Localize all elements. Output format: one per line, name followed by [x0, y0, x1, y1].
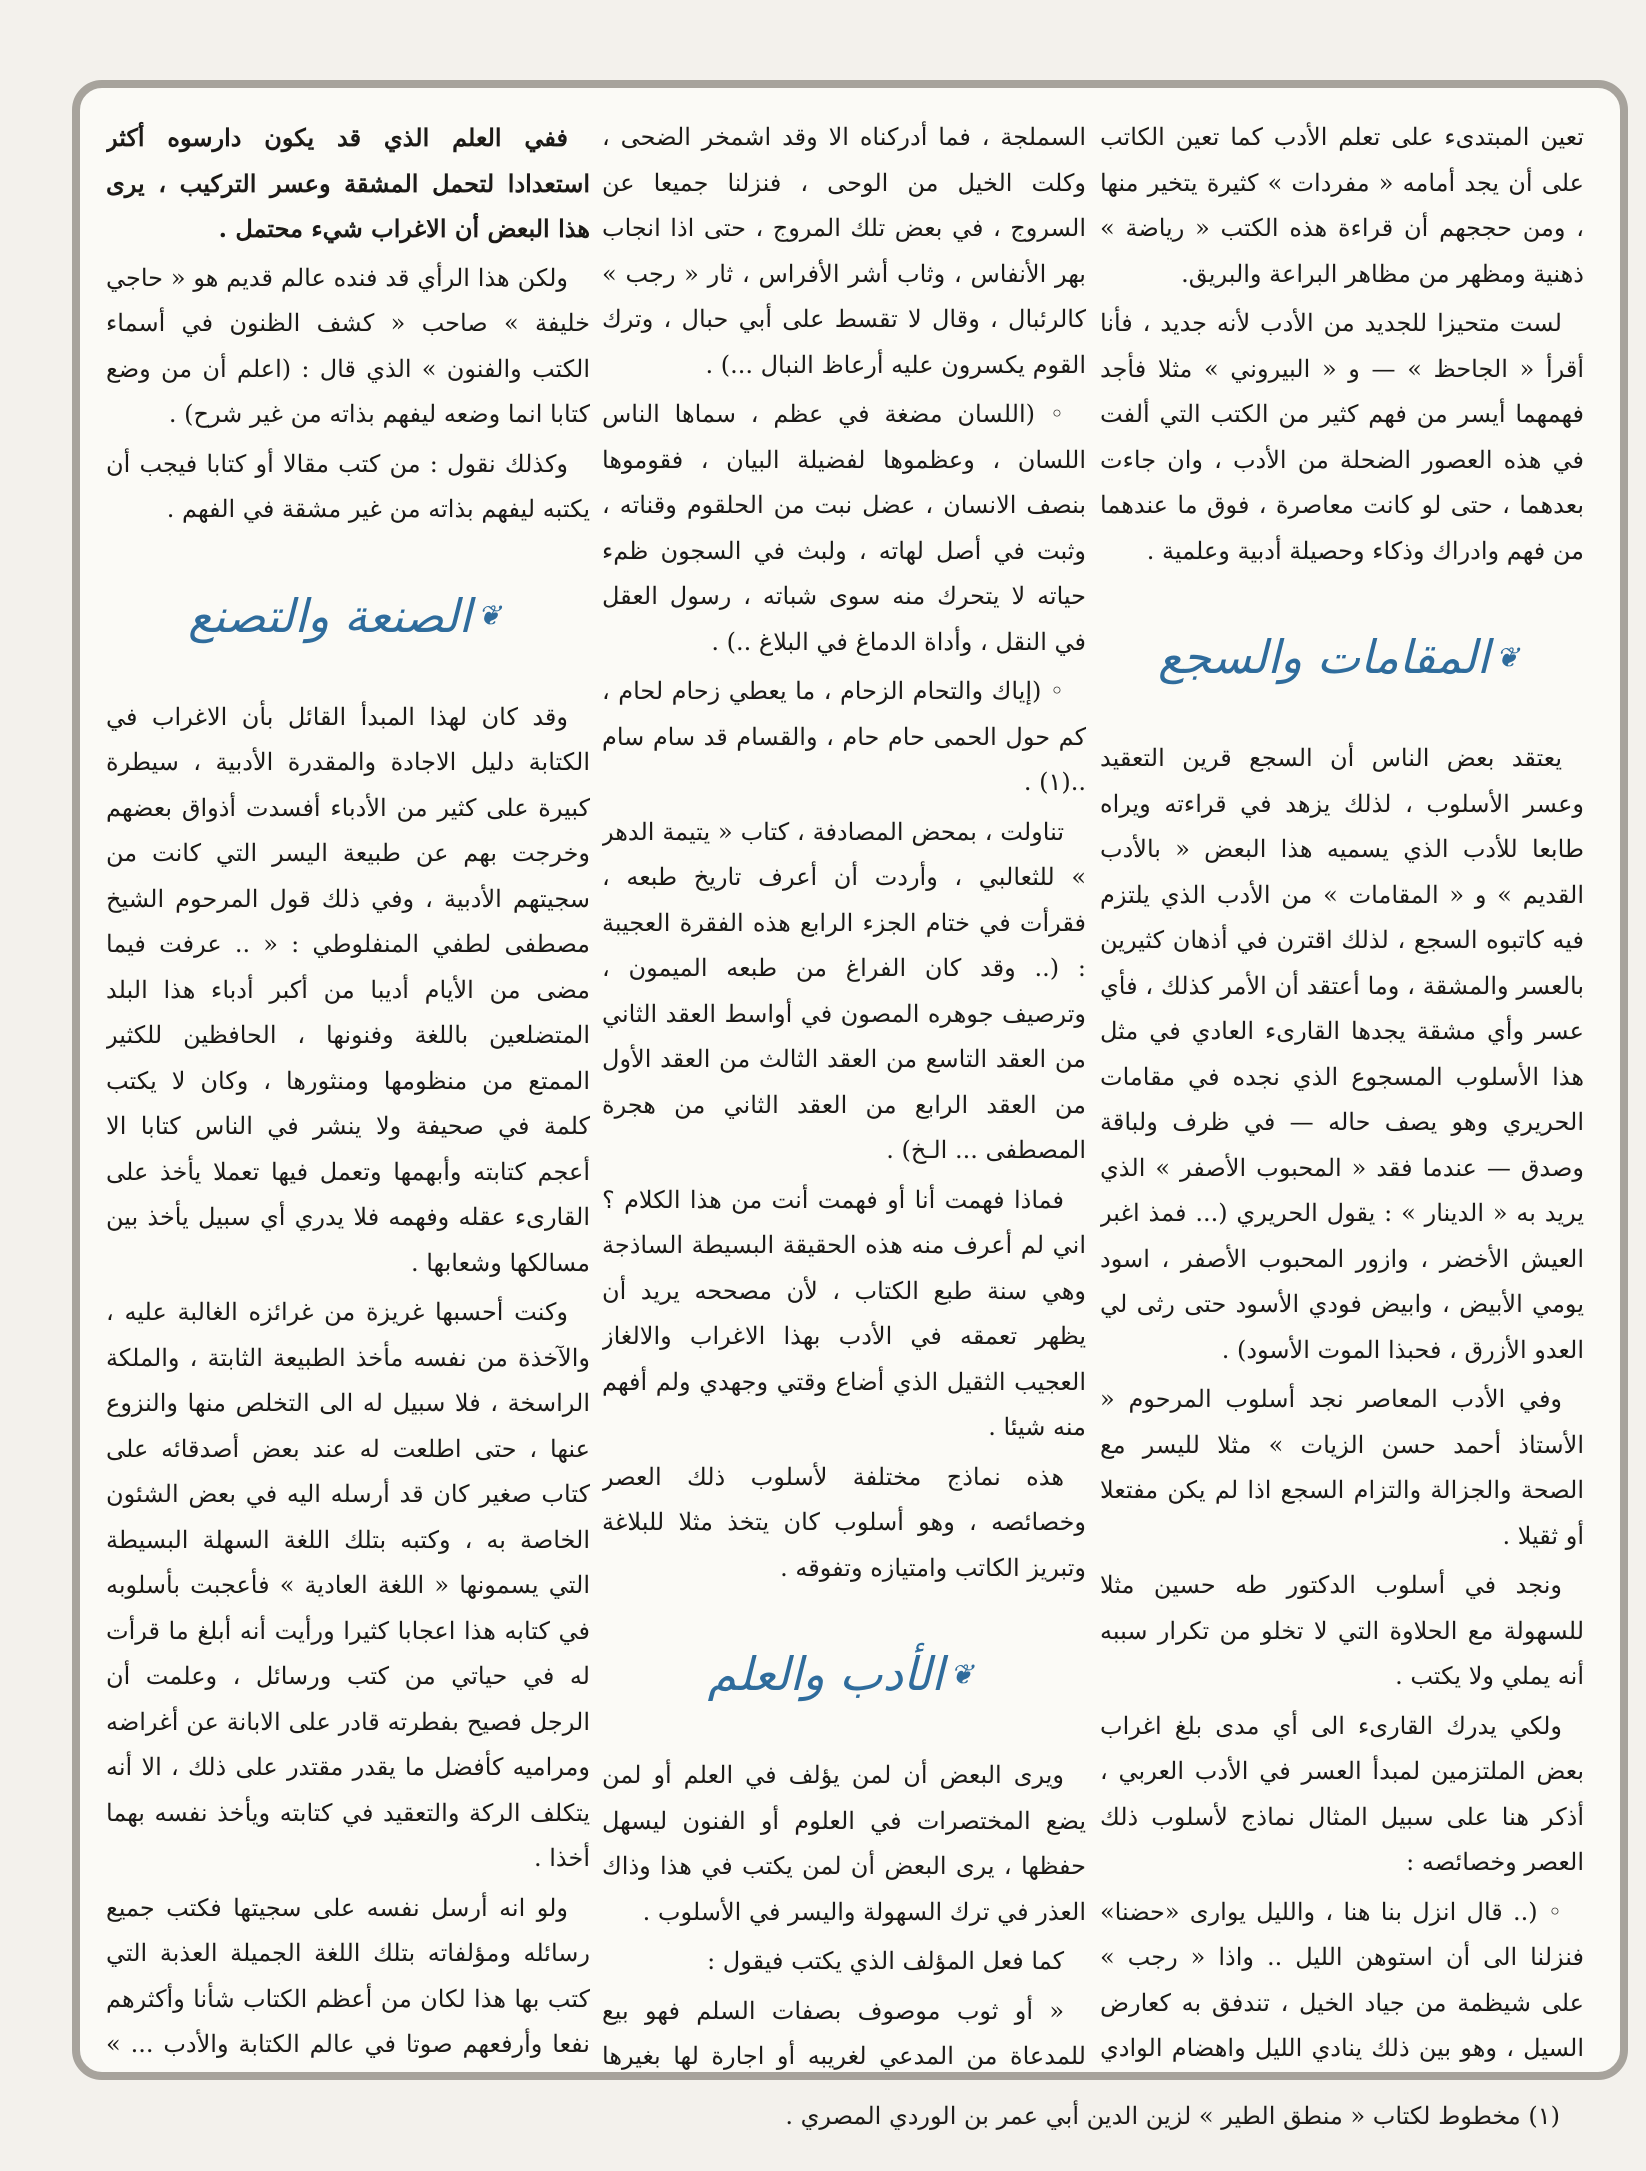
paragraph: ونجد في أسلوب الدكتور طه حسين مثلا للسهولة مع الحلاوة التي لا تخلو من تكرار سببه أنه يملي ولا يكتب . [1100, 1571, 1584, 1690]
paragraph [106, 1886, 590, 2076]
paragraph: ◦ (إياك والتحام الزحام ، ما يعطي زحام لحام ، كم حول الحمى حام حام ، والقسام قد سام سام ..(١) . [602, 677, 1086, 796]
section-heading-sanaa [106, 557, 590, 675]
paragraph: ويرى البعض أن لمن يؤلف في العلم أو لمن يضع المختصرات في العلوم أو الفنون ليسهل حفظها ، يرى البعض أن لمن يكتب في هذا وذاك العذر في ترك السهولة واليسر في الأسلوب . [602, 1761, 1086, 1926]
paragraph: وكنت أحسبها غريزة من غرائزه الغالبة عليه ، والآخذة من نفسه مأخذ الطبيعة الثابتة ، والملكة الراسخة ، فلا سبيل له الى التخلص منها والنزوع عنها ، حتى اطلعت له عند بعض أصدقائه على كتاب صغير كان قد أرسله اليه في بعض الشئون الخاصة به ، وكتبه بتلك اللغة السهلة البسيطة التي يسمونها « اللغة العادية » فأعجبت بأسلوبه في كتابه هذا اعجابا كثيرا ورأيت أنه أبلغ ما قرأت له في حياتي من كتب ورسائل ، وعلمت أن الرجل فصيح بفطرته قادر على الابانة عن أغراضه ومراميه كأفضل ما يقدر مقتدر على ذلك ، الا أنه يتكلف الركة والتعقيد في كتابته ويأخذ نفسه بهما أخذا . [106, 1298, 590, 1872]
paragraph: ففي العلم الذي قد يكون دارسوه أكثر استعدادا لتحمل المشقة وعسر التركيب ، يرى هذا البعض أن الاغراب شيء محتمل . [106, 123, 590, 243]
column-middle [602, 115, 1086, 2075]
column-left [106, 115, 590, 2075]
paragraph: وقد كان لهذا المبدأ القائل بأن الاغراب في الكتابة دليل الاجادة والمقدرة الأدبية ، سيطرة كبيرة على كثير من الأدباء أفسدت أذواق بعضهم وخرجت بهم عن طبيعة اليسر التي كانت من سجيتهم الأدبية ، وفي ذلك قول المرحوم الشيخ مصطفى لطفي المنفلوطي : « .. عرفت فيما مضى من الأيام أديبا من أكبر أدباء هذا البلد المتضلعين باللغة وفنونها ، الحافظين للكثير الممتع من منظومها ومنثورها ، وكان لا يكتب كلمة في صحيفة ولا ينشر في الناس كتابا الا أعجم كتابته وأبهمها وتعمل فيها تعملا يأخذ على القارىء عقله وفهمه فلا يدري أي سبيل يأخذ بين مسالكها وشعابها . [106, 702, 590, 1277]
paragraph: هذه نماذج مختلفة لأسلوب ذلك العصر وخصائصه ، وهو أسلوب كان يتخذ مثلا للبلاغة وتبريز الكاتب وامتيازه وتفوقه . [602, 1462, 1086, 1582]
paragraph: لست متحيزا للجديد من الأدب لأنه جديد ، فأنا أقرأ « الجاحظ » — و « البيروني » مثلا فأجد فهمهما أيسر من فهم كثير من الكتب التي ألفت في هذه العصور الضحلة من الأدب ، وان جاءت بعدهما ، حتى لو كانت معاصرة ، فوق ما عندهما من فهم وادراك وذكاء وحصيلة أدبية وعلمية . [1100, 309, 1584, 565]
flourish-icon: ❦ [949, 1657, 975, 1691]
paragraph: « أو ثوب موصوف بصفات السلم فهو بيع للمدعاة من المدعي لغريبه أو اجارة لها بغيرها [602, 1996, 1086, 2070]
heading-text: الأدب والعلم [707, 1647, 944, 1701]
flourish-icon: ❦ [477, 599, 502, 632]
section-heading-maqamat [1100, 598, 1584, 716]
flourish-icon: ❦ [1495, 640, 1520, 674]
paragraph: السملجة ، فما أدركناه الا وقد اشمخر الضحى ، وكلت الخيل من الوحى ، فنزلنا جميعا عن السروج ، في بعض تلك المروج ، حتى اذا انجاب بهر الأنفاس ، وثاب أشر الأفراس ، ثار « رجب » كالرئبال ، وقال لا تقسط على أبي حبال ، وترك القوم يكسرون عليه أرعاظ النبال ...) . [602, 123, 1086, 379]
paragraph: فماذا فهمت أنا أو فهمت أنت من هذا الكلام ؟ اني لم أعرف منه هذه الحقيقة البسيطة الساذجة وهي سنة طبع الكتاب ، لأن مصححه يريد أن يظهر تعمقه في الأدب بهذا الاغراب والالغاز العجيب الثقيل الذي أضاع وقتي وجهدي ولم أفهم منه شيئا . [602, 1185, 1086, 1441]
paragraph: ولكن هذا الرأي قد فنده عالم قديم هو « حاجي خليفة » صاحب « كشف الظنون في أسماء الكتب والفنون » الذي قال : (اعلم أن من وضع كتابا انما وضعه ليفهم بذاته من غير شرح) . [106, 263, 590, 428]
paragraph: وفي الأدب المعاصر نجد أسلوب المرحوم « الأستاذ أحمد حسن الزيات » مثلا لليسر مع الصحة والجزالة والتزام السجع اذا لم يكن مفتعلا أو ثقيلا . [1100, 1385, 1584, 1550]
paragraph: تناولت ، بمحض المصادفة ، كتاب « يتيمة الدهر » للثعالبي ، وأردت أن أعرف تاريخ طبعه ، فقرأت في ختام الجزء الرابع هذه الفقرة العجيبة : (.. وقد كان الفراغ من طبعه الميمون ، وترصيف جوهره المصون في أواسط العقد الثاني من العقد التاسع من العقد الثالث من العقد الأول من العقد الرابع من العقد الثاني من هجرة المصطفى ... الـخ) . [602, 817, 1086, 1164]
heading-text: المقامات والسجع [1158, 630, 1490, 684]
paragraph: وكذلك نقول : من كتب مقالا أو كتابا فيجب أن يكتبه ليفهم بذاته من غير مشقة في الفهم . [106, 449, 590, 523]
footnote: (١) مخطوط لكتاب « منطق الطير » لزين الدين أبي عمر بن الوردي المصري . [785, 2102, 1560, 2130]
column-right [1100, 115, 1584, 2075]
paragraph: تعين المبتدىء على تعلم الأدب كما تعين الكاتب على أن يجد أمامه « مفردات » كثيرة يتخير منها ، ومن حججهم أن قراءة هذه الكتب « رياضة » ذهنية ومظهر من مظاهر البراعة والبريق. [1100, 123, 1584, 288]
paragraph: يعتقد بعض الناس أن السجع قرين التعقيد وعسر الأسلوب ، لذلك يزهد في قراءته ويراه طابعا للأدب الذي يسميه هذا البعض « بالأدب القديم » و « المقامات » من الأدب الذي يلتزم فيه كاتبوه السجع ، لذلك اقترن في أذهان كثيرين بالعسر والمشقة ، وما أعتقد أن الأمر كذلك ، فأي عسر وأي مشقة يجدها القارىء العادي في مثل هذا الأسلوب المسجوع الذي نجده في مقامات الحريري وهو يصف حاله — في ظرف ولباقة وصدق — عندما فقد « المحبوب الأصفر » الذي يريد به « الدينار » : يقول الحريري (... فمذ اغبر العيش الأخضر ، وازور المحبوب الأصفر ، اسود يومي الأبيض ، وابيض فودي الأسود حتى رثى لي العدو الأزرق ، فحبذا الموت الأسود) . [1100, 744, 1584, 1364]
paragraph: ◦ (اللسان مضغة في عظم ، سماها الناس اللسان ، وعظموها لفضيلة البيان ، فقوموها بنصف الانسان ، عضل نبت من الحلقوم وقناته ، وثبت في أصل لهاته ، ولبث في السجون ظمء حياته لا يتحرك منه سوى شباته ، رسول العقل في النقل ، وأداة الدماغ في البلاغ ..) . [602, 400, 1086, 656]
heading-text: الصنعة والتصنع [188, 588, 472, 643]
paragraph: كما فعل المؤلف الذي يكتب فيقول : [707, 1947, 1064, 1975]
paragraph: ◦ (.. قال انزل بنا هنا ، والليل يوارى «حضنا» فنزلنا الى أن استوهن الليل .. واذا « رجب » على شيظمة من جياد الخيل ، تندفق به كعارض السيل ، وهو بين ذلك ينادي الليل واهضام الوادي [1100, 1897, 1584, 2062]
section-heading-adab-ilm [602, 1615, 1086, 1733]
paragraph: ولكي يدرك القارىء الى أي مدى بلغ اغراب بعض الملتزمين لمبدأ العسر في الأدب العربي ، أذكر هنا على سبيل المثال نماذج لأسلوب ذلك العصر وخصائصه : [1100, 1711, 1584, 1876]
paragraph-text: ولو انه أرسل نفسه على سجيتها فكتب جميع رسائله ومؤلفاته بتلك اللغة الجميلة العذبة التي كتب بها هذا لكان من أعظم الكتاب شأنا وأكثرهم نفعا وأرفعهم صوتا في عالم الكتابة والأدب ... » [106, 1893, 590, 2058]
